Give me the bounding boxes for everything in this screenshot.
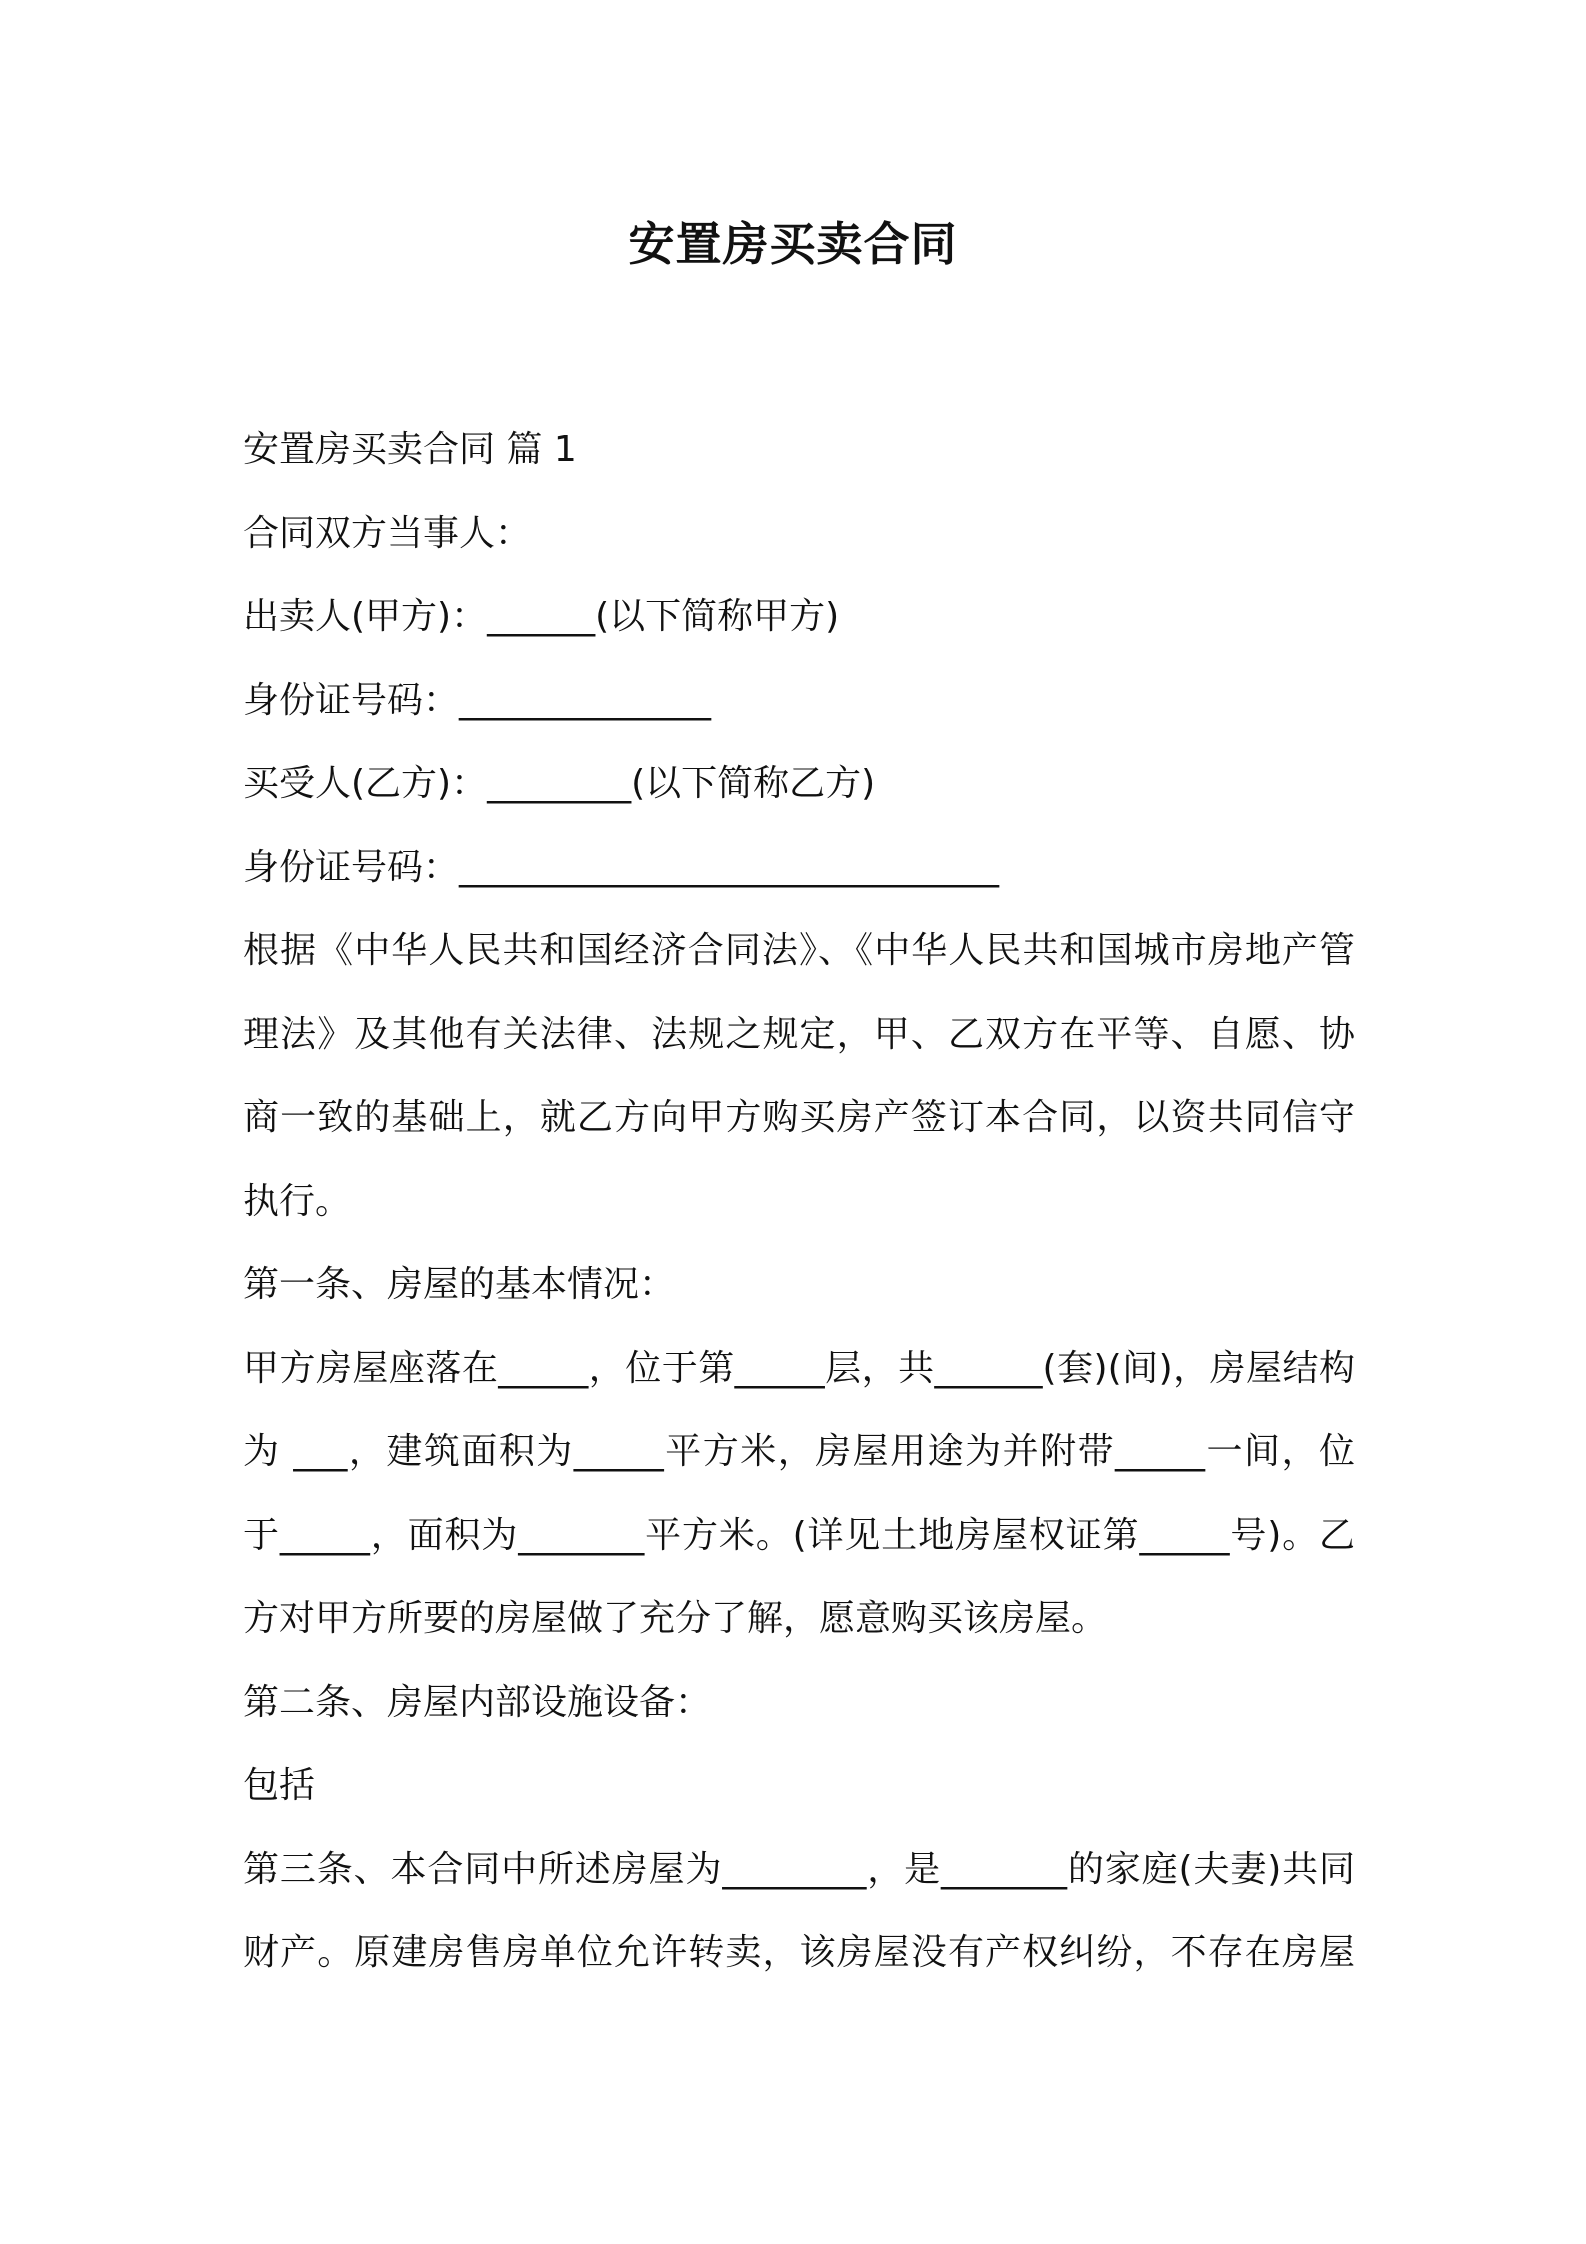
preamble-line-4: 执行。 — [243, 1180, 352, 1222]
article-1-line-1: 甲方房屋座落在_____，位于第_____层，共______(套)(间)，房屋结构 — [243, 1347, 1355, 1389]
document-title: 安置房买卖合同 — [628, 217, 958, 271]
seller-id-line: 身份证号码：______________ — [243, 679, 712, 721]
seller-line: 出卖人(甲方)：______(以下简称甲方) — [243, 596, 840, 637]
article-3-line-1: 第三条、本合同中所述房屋为________，是_______的家庭(夫妻)共同 — [243, 1848, 1355, 1890]
preamble-line-2: 理法》及其他有关法律、法规之规定，甲、乙双方在平等、自愿、协 — [243, 1013, 1355, 1055]
buyer-id-line: 身份证号码：______________________________ — [243, 846, 1000, 888]
buyer-line: 买受人(乙方)：________(以下简称乙方) — [243, 763, 876, 804]
document-body — [243, 408, 1355, 1995]
parties-label: 合同双方当事人： — [243, 512, 532, 554]
preamble-line-3: 商一致的基础上，就乙方向甲方购买房产签订本合同，以资共同信守 — [243, 1097, 1355, 1138]
article-1-line-3: 于_____，面积为_______平方米。(详见土地房屋权证第_____号)。乙 — [243, 1514, 1355, 1556]
article-2-line-1: 包括 — [243, 1765, 316, 1806]
preamble-line-1: 根据《中华人民共和国经济合同法》、《中华人民共和国城市房地产管 — [243, 930, 1355, 971]
article-3-line-2: 财产。原建房售房单位允许转卖，该房屋没有产权纠纷，不存在房屋 — [243, 1932, 1355, 1973]
article-2-heading: 第二条、房屋内部设施设备： — [243, 1681, 712, 1723]
article-1-line-2: 为 ___，建筑面积为_____平方米，房屋用途为并附带_____一间，位 — [243, 1431, 1355, 1472]
article-1-heading: 第一条、房屋的基本情况： — [243, 1264, 676, 1305]
section-heading: 安置房买卖合同 篇 1 — [243, 429, 577, 470]
article-1-line-4: 方对甲方所要的房屋做了充分了解，愿意购买该房屋。 — [243, 1598, 1108, 1639]
